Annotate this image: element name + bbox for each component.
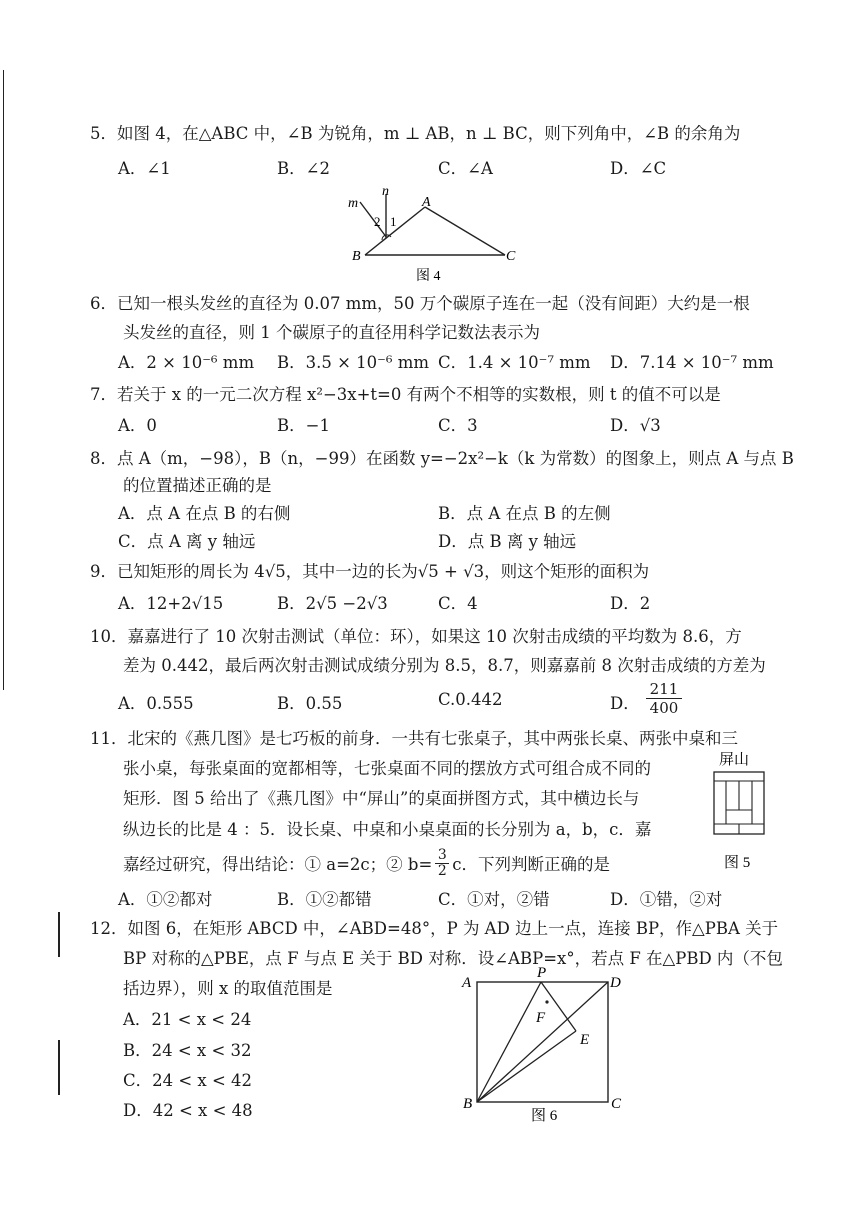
q11-option-b: B．①②都错 [277, 890, 372, 909]
scan-edge-mark [58, 912, 60, 957]
question-10-line-2: 差为 0.442，最后两次射击测试成绩分别为 8.5，8.7，则嘉嘉前 8 次射击成绩的方差为 [123, 656, 766, 675]
fraction-denominator: 2 [437, 863, 447, 879]
fig6-label-f: F [536, 1010, 546, 1026]
fig4-label-b: B [352, 249, 361, 264]
q9-option-d: D．2 [610, 594, 651, 613]
fig6-label-a: A [462, 975, 472, 991]
question-12-line-2: BP 对称的△PBE，点 F 与点 E 关于 BD 对称．设∠ABP=x°，若点 F 在△PBD 内（不包 [123, 949, 783, 968]
fig5-caption: 图 5 [724, 855, 751, 871]
question-10-line-1: 10．嘉嘉进行了 10 次射击测试（单位：环），如果这 10 次射击成绩的平均数为 8.6，方 [90, 627, 742, 646]
q12-option-a: A．21 < x < 24 [123, 1010, 252, 1029]
fig6-label-d: D [610, 975, 621, 991]
q7-option-d: D．√3 [610, 416, 661, 435]
fraction-numerator: 211 [646, 680, 682, 699]
scan-edge-mark [58, 1040, 60, 1095]
q8-option-a: A．点 A 在点 B 的右侧 [118, 504, 291, 523]
question-11-line-3: 矩形．图 5 给出了《燕几图》中“屏山”的桌面拼图方式，其中横边长与 [123, 789, 640, 808]
q6-option-c: C．1.4 × 10⁻⁷ mm [438, 353, 591, 372]
fig4-label-a: A [422, 195, 431, 210]
fig5-title: 屏山 [719, 752, 750, 768]
figure-5-pingshan [710, 750, 770, 875]
q6-option-b: B．3.5 × 10⁻⁶ mm [277, 353, 430, 372]
fig6-label-c: C [611, 1096, 622, 1112]
q5-option-c: C．∠A [438, 159, 493, 178]
fig4-label-n: n [382, 184, 389, 199]
q10-option-b: B．0.55 [277, 694, 343, 713]
scan-edge-mark [3, 70, 4, 690]
q10-option-a: A．0.555 [118, 694, 194, 713]
fig4-caption: 图 4 [416, 269, 441, 284]
q8-option-d: D．点 B 离 y 轴远 [438, 532, 577, 551]
fig6-label-p: P [537, 965, 547, 981]
q5-option-b: B．∠2 [277, 159, 330, 178]
q12-option-b: B．24 < x < 32 [123, 1041, 252, 1060]
q6-option-a: A．2 × 10⁻⁶ mm [118, 353, 255, 372]
question-11-line-1: 11．北宋的《燕几图》是七巧板的前身．一共有七张桌子，其中两张长桌、两张中桌和三 [90, 729, 738, 748]
q11-option-a: A．①②都对 [118, 890, 213, 909]
question-6-line-1: 6．已知一根头发丝的直径为 0.07 mm，50 万个碳原子连在一起（没有间距）大约是一根 [90, 294, 750, 313]
question-9-text: 9．已知矩形的周长为 4√5，其中一边的长为√5 + √3，则这个矩形的面积为 [90, 562, 650, 581]
fig4-label-1: 1 [390, 214, 397, 229]
question-8-line-2: 的位置描述正确的是 [123, 476, 272, 495]
fraction-numerator: 3 [435, 848, 449, 864]
question-5-text: 5．如图 4，在△ABC 中，∠B 为锐角，m ⊥ AB，n ⊥ BC，则下列角中，∠B 的余角为 [90, 124, 741, 143]
q7-option-a: A．0 [118, 416, 157, 435]
question-7-text: 7．若关于 x 的一元二次方程 x²−3x+t=0 有两个不相等的实数根，则 t 的值不可以是 [90, 385, 721, 404]
q11-line-5-start: 嘉经过研究，得出结论：① a=2c；② b= [123, 855, 433, 874]
q10-option-c: C.0.442 [438, 690, 503, 709]
q8-option-c: C．点 A 离 y 轴远 [118, 532, 256, 551]
figure-6 [455, 960, 635, 1125]
question-6-line-2: 头发丝的直径，则 1 个碳原子的直径用科学记数法表示为 [123, 323, 540, 342]
q6-option-d: D．7.14 × 10⁻⁷ mm [610, 353, 774, 372]
q11-option-c: C．①对，②错 [438, 890, 550, 909]
q9-option-c: C．4 [438, 594, 478, 613]
q11-fraction [435, 848, 449, 879]
question-12-line-1: 12．如图 6，在矩形 ABCD 中，∠ABD=48°，P 为 AD 边上一点，连接 BP，作△PBA 关于 [90, 919, 779, 938]
q7-option-c: C．3 [438, 416, 478, 435]
question-11-line-4: 纵边长的比是 4 ：5．设长桌、中桌和小桌桌面的长分别为 a，b，c．嘉 [123, 820, 652, 839]
fig6-caption: 图 6 [531, 1108, 558, 1124]
q8-option-b: B．点 A 在点 B 的左侧 [438, 504, 611, 523]
fig4-label-2: 2 [374, 214, 381, 229]
q5-option-d: D．∠C [610, 159, 667, 178]
question-11-line-2: 张小桌，每张桌面的宽都相等，七张桌面不同的摆放方式可组合成不同的 [123, 759, 651, 778]
q7-option-b: B．−1 [277, 416, 330, 435]
q9-option-a: A．12+2√15 [118, 594, 224, 613]
fig6-label-e: E [580, 1032, 590, 1048]
figure-4 [330, 182, 530, 287]
q12-option-d: D．42 < x < 48 [123, 1101, 253, 1120]
q11-line-5-end: c．下列判断正确的是 [452, 855, 611, 874]
fraction-denominator: 400 [649, 699, 679, 717]
question-12-line-3: 括边界），则 x 的取值范围是 [123, 979, 333, 998]
q10-option-d: D． [610, 694, 640, 713]
q10-option-d-fraction [646, 680, 682, 717]
fig6-label-b: B [463, 1096, 473, 1112]
q5-option-a: A．∠1 [118, 159, 171, 178]
q11-option-d: D．①错，②对 [610, 890, 723, 909]
fig4-label-c: C [506, 249, 516, 264]
fig4-label-m: m [348, 196, 359, 211]
question-8-line-1: 8．点 A（m，−98），B（n，−99）在函数 y=−2x²−k（k 为常数）的图象上，则点 A 与点 B [90, 449, 794, 468]
question-11-line-5 [123, 847, 611, 881]
q9-option-b: B．2√5 −2√3 [277, 594, 388, 613]
q12-option-c: C．24 < x < 42 [123, 1071, 253, 1090]
